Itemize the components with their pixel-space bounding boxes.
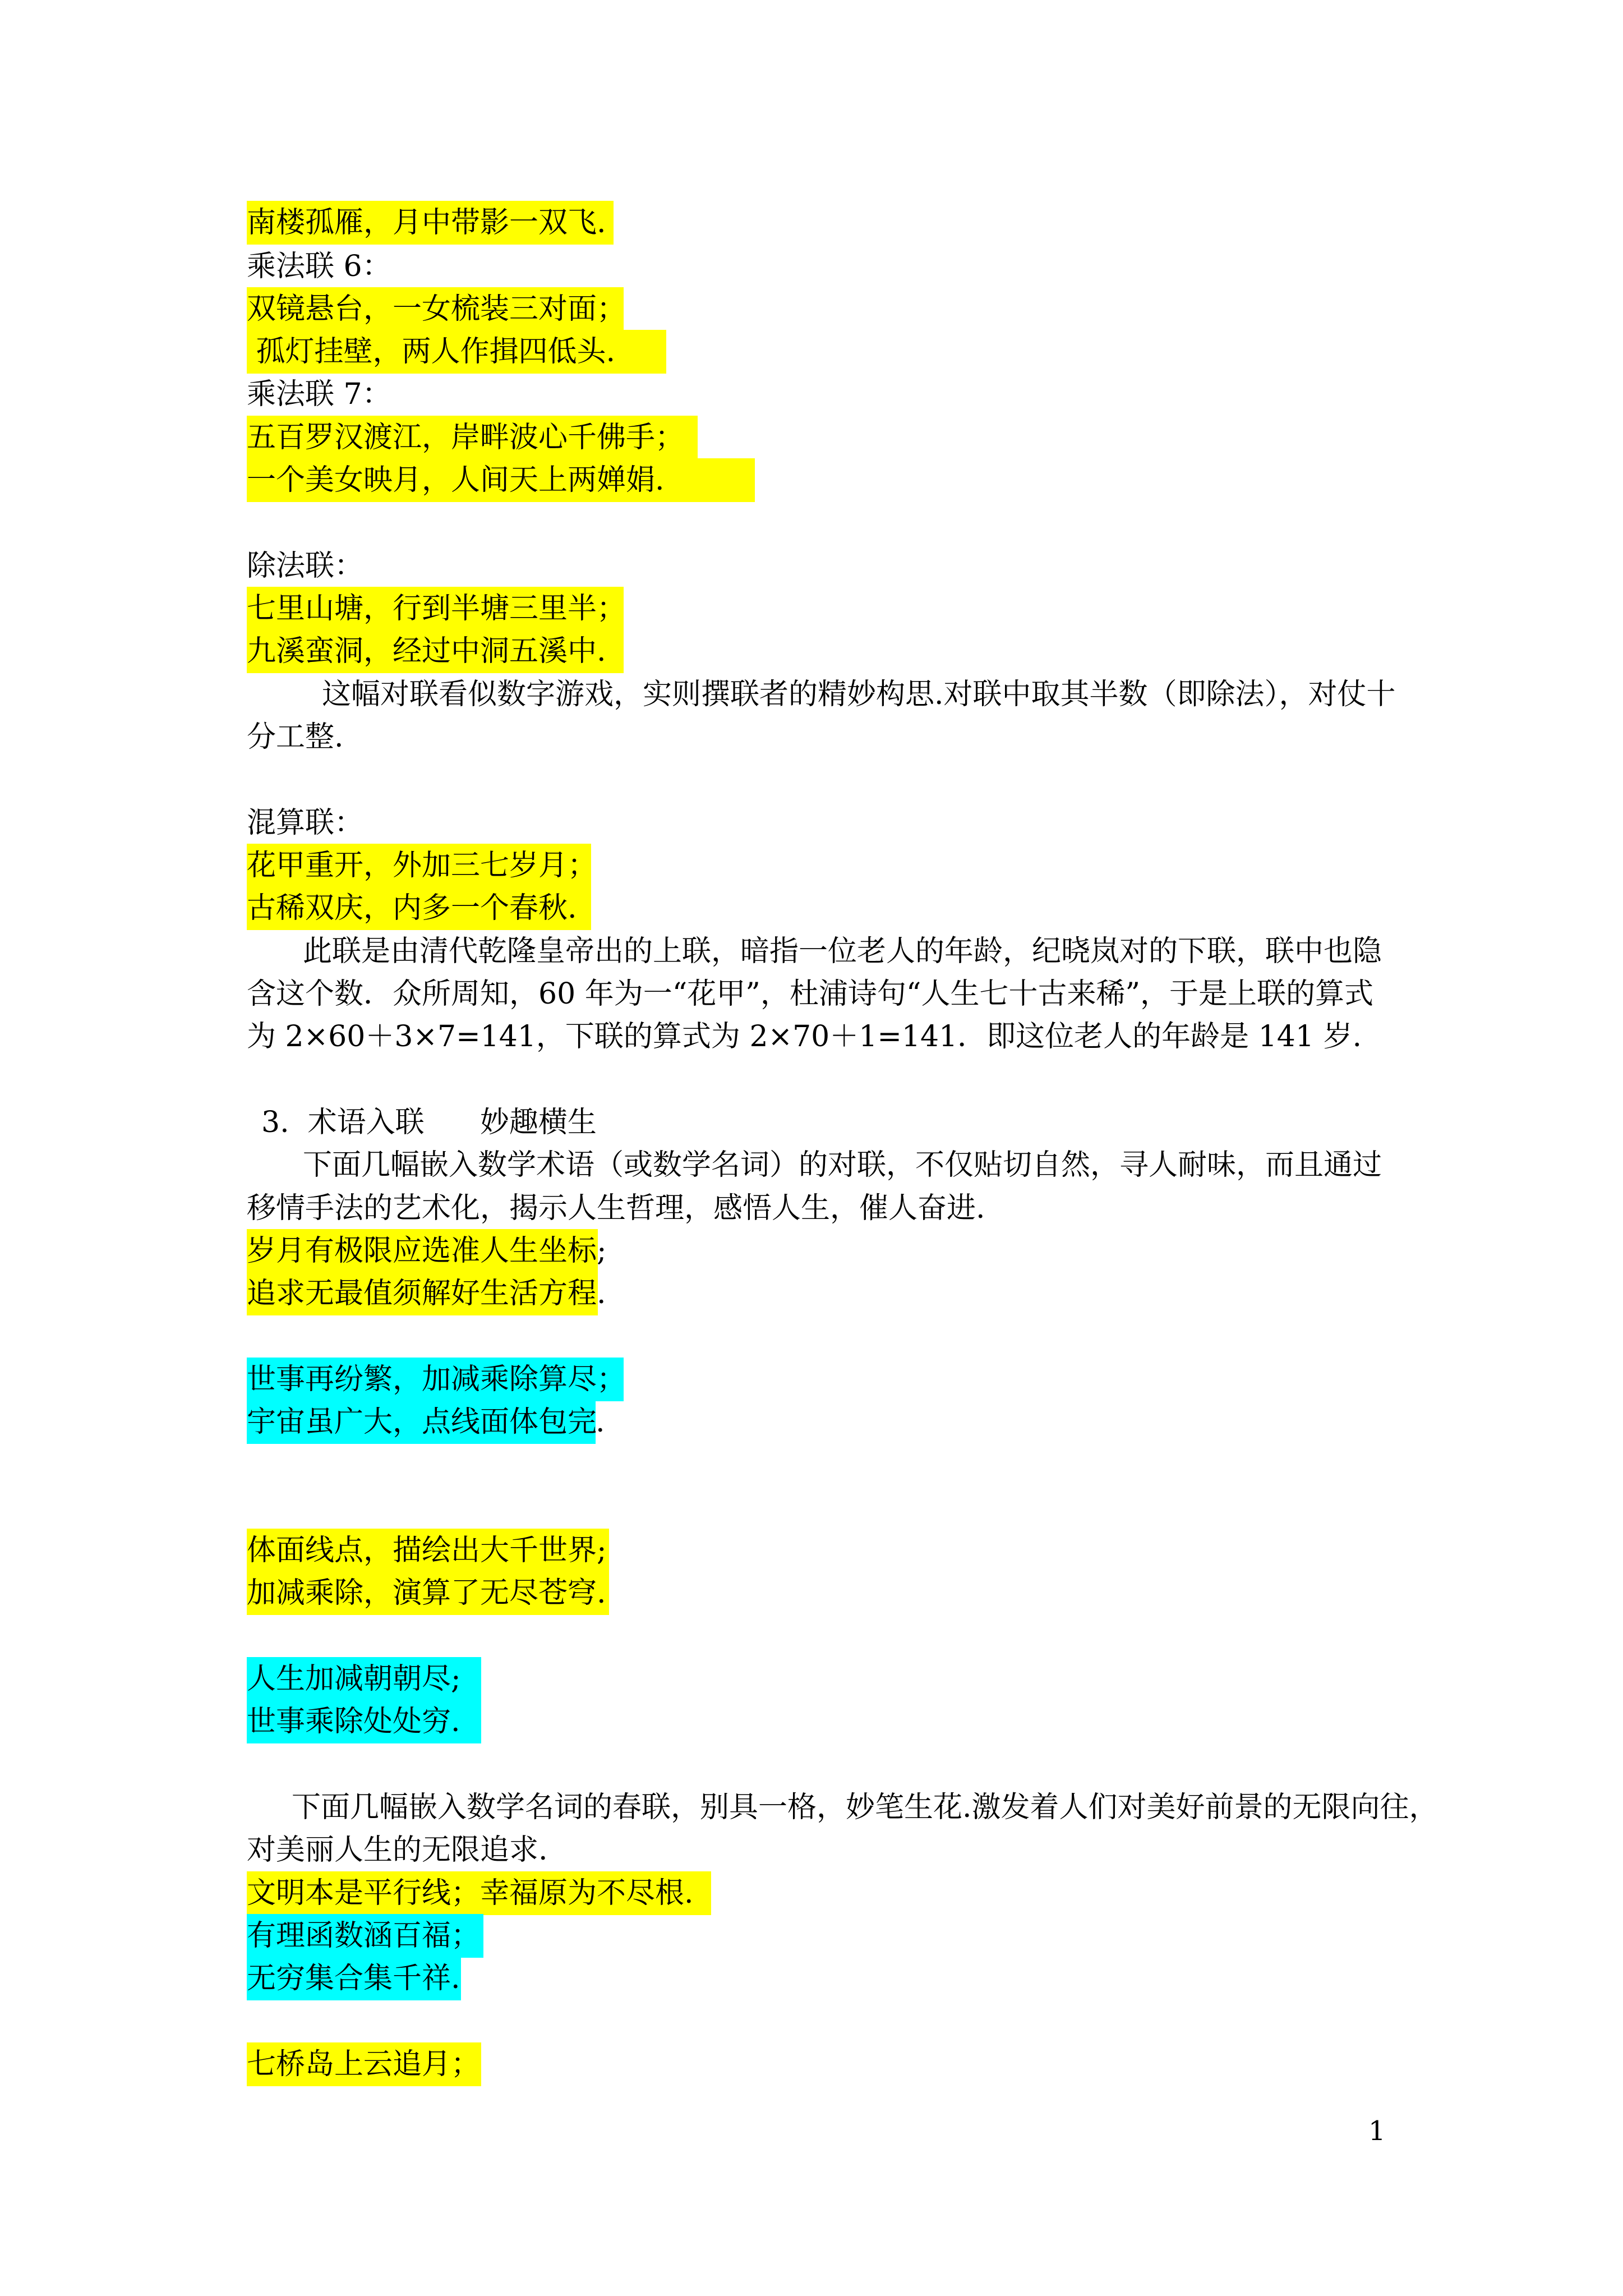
highlighted-text: 岁月有极限应选准人生坐标; bbox=[247, 1229, 598, 1273]
paragraph-text: 对美丽人生的无限追求. bbox=[247, 1833, 548, 1867]
highlighted-text: 七里山塘，行到半塘三里半； bbox=[247, 587, 624, 631]
highlighted-text: 五百罗汉渡江，岸畔波心千佛手； bbox=[247, 416, 698, 459]
paragraph-text: 为 2×60＋3×7=141，下联的算式为 2×70＋1=141．即这位老人的年龄是 141 岁. bbox=[247, 1020, 1362, 1053]
paragraph-text: 此联是由清代乾隆皇帝出的上联，暗指一位老人的年龄，纪晓岚对的下联，联中也隐 bbox=[303, 935, 1382, 968]
couplet-line bbox=[247, 1871, 711, 1915]
paragraph-text: 下面几幅嵌入数学名词的春联，别具一格，妙笔生花.激发着人们对美好前景的无限向往， bbox=[292, 1791, 1438, 1824]
highlighted-text: 九溪蛮洞，经过中洞五溪中. bbox=[247, 629, 624, 673]
line-end-punctuation: . bbox=[596, 1405, 605, 1439]
highlighted-text: 一个美女映月，人间天上两婵娟. bbox=[247, 458, 755, 502]
couplet-line bbox=[247, 330, 666, 374]
couplet-heading: 乘法联 7： bbox=[247, 378, 391, 411]
couplet-line bbox=[247, 1571, 609, 1615]
couplet-line bbox=[247, 1400, 605, 1444]
couplet-line bbox=[247, 886, 591, 930]
couplet-heading: 乘法联 6： bbox=[247, 250, 391, 283]
paragraph-text: 移情手法的艺术化，揭示人生哲理，感悟人生，催人奋进. bbox=[247, 1191, 985, 1225]
highlighted-text: 七桥岛上云追月； bbox=[247, 2042, 481, 2086]
highlighted-text: 南楼孤雁，月中带影一双飞. bbox=[247, 201, 614, 245]
couplet-line bbox=[247, 1358, 624, 1401]
highlighted-text: 世事乘除处处穷. bbox=[247, 1700, 481, 1743]
couplet-line bbox=[247, 287, 624, 331]
paragraph-text: 这幅对联看似数字游戏，实则撰联者的精妙构思.对联中取其半数（即除法），对仗十 bbox=[322, 678, 1396, 711]
highlighted-text: 孤灯挂壁，两人作揖四低头. bbox=[247, 330, 666, 374]
couplet-heading: 混算联： bbox=[247, 806, 364, 840]
highlighted-text: 人生加减朝朝尽; bbox=[247, 1657, 481, 1701]
couplet-line bbox=[247, 458, 755, 502]
couplet-line bbox=[247, 1957, 461, 2000]
highlighted-text: 古稀双庆，内多一个春秋. bbox=[247, 886, 591, 930]
highlighted-text: 世事再纷繁，加减乘除算尽； bbox=[247, 1358, 624, 1401]
highlighted-text: 文明本是平行线；幸福原为不尽根. bbox=[247, 1871, 711, 1915]
highlighted-text: 加减乘除，演算了无尽苍穹. bbox=[247, 1571, 609, 1615]
paragraph-text: 分工整. bbox=[247, 720, 344, 754]
couplet-line bbox=[247, 1229, 607, 1273]
couplet-line bbox=[247, 1529, 609, 1572]
highlighted-text: 花甲重开，外加三七岁月； bbox=[247, 844, 591, 887]
paragraph-text: 下面几幅嵌入数学术语（或数学名词）的对联，不仅贴切自然，寻人耐味，而且通过 bbox=[303, 1148, 1382, 1182]
couplet-line bbox=[247, 1657, 481, 1701]
highlighted-text: 宇宙虽广大，点线面体包完 bbox=[247, 1400, 596, 1444]
highlighted-text: 无穷集合集千祥. bbox=[247, 1957, 461, 2000]
highlighted-text: 体面线点，描绘出大千世界; bbox=[247, 1529, 609, 1572]
couplet-line bbox=[247, 1914, 483, 1958]
highlighted-text: 追求无最值须解好生活方程. bbox=[247, 1272, 598, 1315]
section-heading: 3. 术语入联 妙趣横生 bbox=[261, 1106, 597, 1139]
couplet-line bbox=[247, 629, 624, 673]
paragraph-text: 含这个数．众所周知，60 年为一“花甲”，杜浦诗句“人生七十古来稀”，于是上联的算式 bbox=[247, 977, 1374, 1011]
page-number: 1 bbox=[1368, 2115, 1386, 2147]
couplet-line bbox=[247, 1700, 481, 1743]
couplet-line bbox=[247, 2042, 481, 2086]
highlighted-text: 双镜悬台，一女梳装三对面； bbox=[247, 287, 624, 331]
couplet-line bbox=[247, 1272, 606, 1315]
couplet-line bbox=[247, 416, 698, 459]
couplet-line bbox=[247, 587, 624, 631]
couplet-line bbox=[247, 844, 597, 887]
highlighted-text: 有理函数涵百福； bbox=[247, 1914, 483, 1958]
couplet-line bbox=[247, 201, 614, 245]
couplet-heading: 除法联： bbox=[247, 549, 364, 583]
